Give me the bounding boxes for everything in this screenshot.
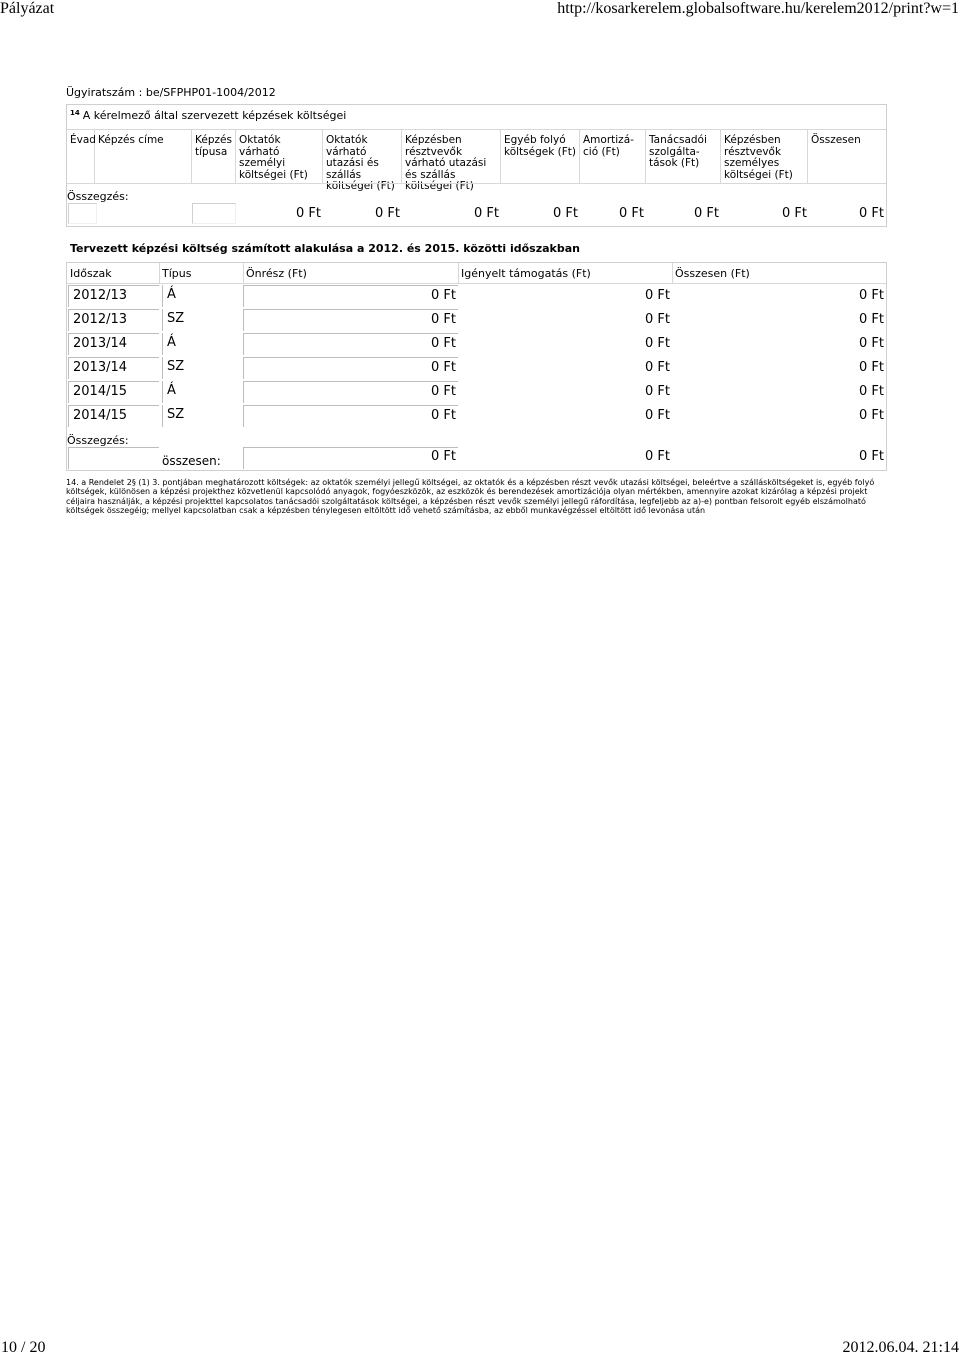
period-total-value: 0 Ft [859,384,884,399]
col-header-training-type: Képzés típusa [192,129,236,183]
summary-cell [68,447,159,469]
sum-amortization: 0 Ft [619,206,644,221]
period-value: 2013/14 [73,336,128,351]
period-total-value: 0 Ft [859,336,884,351]
page-footer-datetime: 2012.06.04. 21:14 [842,1339,959,1356]
col-header-participant-travel: Képzésben résztvevők várható utazási és szállás költségei (Ft) [402,129,501,183]
col-header-period-total: Összesen (Ft) [675,267,750,280]
section-title-text: A kérelmező által szervezett képzések költségei [82,109,347,122]
sum-participant-travel: 0 Ft [474,206,499,221]
requested-support-value: 0 Ft [645,360,670,375]
sum-total: 0 Ft [859,206,884,221]
total-own-share: 0 Ft [431,449,456,464]
own-share-value: 0 Ft [431,408,456,423]
sum-trainer-personal: 0 Ft [296,206,321,221]
section-title [70,109,346,122]
summary-cell [192,203,236,224]
period-total-value: 0 Ft [859,360,884,375]
col-header-advisory: Tanácsadói szolgálta-tások (Ft) [646,129,721,183]
col-header-trainer-personal: Oktatók várható személyi költségei (Ft) [236,129,323,183]
type-value: SZ [167,311,185,326]
page-header-title: Pályázat [0,0,55,17]
sum-trainer-travel: 0 Ft [375,206,400,221]
period-value: 2012/13 [73,288,128,303]
type-value: SZ [167,359,185,374]
type-value: SZ [167,407,185,422]
footnote: 14. a Rendelet 2§ (1) 3. pontjában meghatározott költségek: az oktatók személyi jellegű költségei, az oktatók és a képzésben részt vevők utazási költségei, beleértve a szállásköltségeket is, egyéb folyó költségek, különösen a képzési projekthez közvetlenül kapcsolódó anyagok, fogyóeszközök, az eszközök és berendezések amortizációja olyan mértékben, amennyire azokat kizárólag a képzési projekt céljaira használják, a képzési projekttel kapcsolatos tanácsadói szolgáltatások költségei, a képzésben részt vevők személyi jellegű ráfordítása, legfeljebb az a)-e) pontban felsorolt egyéb elszámolható költségek összegéig; mellyel kapcsolatban csak a képzésben ténylegesen eltöltött idő vehető számításba, az ebből munkavégzéssel eltöltött idő levonása után [66,478,875,515]
col-header-other-costs: Egyéb folyó költségek (Ft) [501,129,580,183]
own-share-value: 0 Ft [431,312,456,327]
document-id: Ügyiratszám : be/SFPHP01-1004/2012 [66,86,276,99]
own-share-value: 0 Ft [431,384,456,399]
period-value: 2012/13 [73,312,128,327]
col-header-participant-personal: Képzésben résztvevők személyes költségei (Ft) [721,129,808,183]
col-header-season: Évad [67,129,95,183]
type-value: Á [167,287,176,302]
col-header-type: Típus [162,267,192,280]
col-header-training-title: Képzés címe [95,129,192,183]
period-total-value: 0 Ft [859,408,884,423]
sum-other-costs: 0 Ft [553,206,578,221]
col-header-requested-support: Igényelt támogatás (Ft) [461,267,591,280]
requested-support-value: 0 Ft [645,336,670,351]
requested-support-value: 0 Ft [645,384,670,399]
period-value: 2014/15 [73,408,128,423]
sum-advisory: 0 Ft [694,206,719,221]
summary-cell [68,203,97,224]
period-total-value: 0 Ft [859,312,884,327]
total-requested-support: 0 Ft [645,449,670,464]
sum-participant-personal: 0 Ft [782,206,807,221]
own-share-value: 0 Ft [431,360,456,375]
requested-support-value: 0 Ft [645,408,670,423]
type-value: Á [167,383,176,398]
summary-label: Összegzés: [67,190,129,203]
period-total-value: 0 Ft [859,288,884,303]
period-value: 2014/15 [73,384,128,399]
col-header-amortization: Amortizá-ció (Ft) [580,129,646,183]
col-header-period: Időszak [70,267,112,280]
requested-support-value: 0 Ft [645,312,670,327]
section-number: 14 [70,109,80,117]
requested-support-value: 0 Ft [645,288,670,303]
period-total-label: összesen: [162,454,221,468]
col-header-total: Összesen [808,129,886,183]
own-share-value: 0 Ft [431,336,456,351]
page-footer-page-number: 10 / 20 [1,1339,46,1356]
training-costs-table [66,104,887,227]
own-share-value: 0 Ft [431,288,456,303]
period-costs-table [66,262,887,471]
period-summary-label: Összegzés: [67,434,129,447]
total-period-total: 0 Ft [859,449,884,464]
period-section-title: Tervezett képzési költség számított alakulása a 2012. és 2015. közötti időszakban [70,242,580,255]
type-value: Á [167,335,176,350]
col-header-own-share: Önrész (Ft) [246,267,307,280]
period-value: 2013/14 [73,360,128,375]
page-header-url: http://kosarkerelem.globalsoftware.hu/kerelem2012/print?w=1 [557,0,959,17]
col-header-trainer-travel: Oktatók várható utazási és szállás költségei (Ft) [323,129,402,183]
